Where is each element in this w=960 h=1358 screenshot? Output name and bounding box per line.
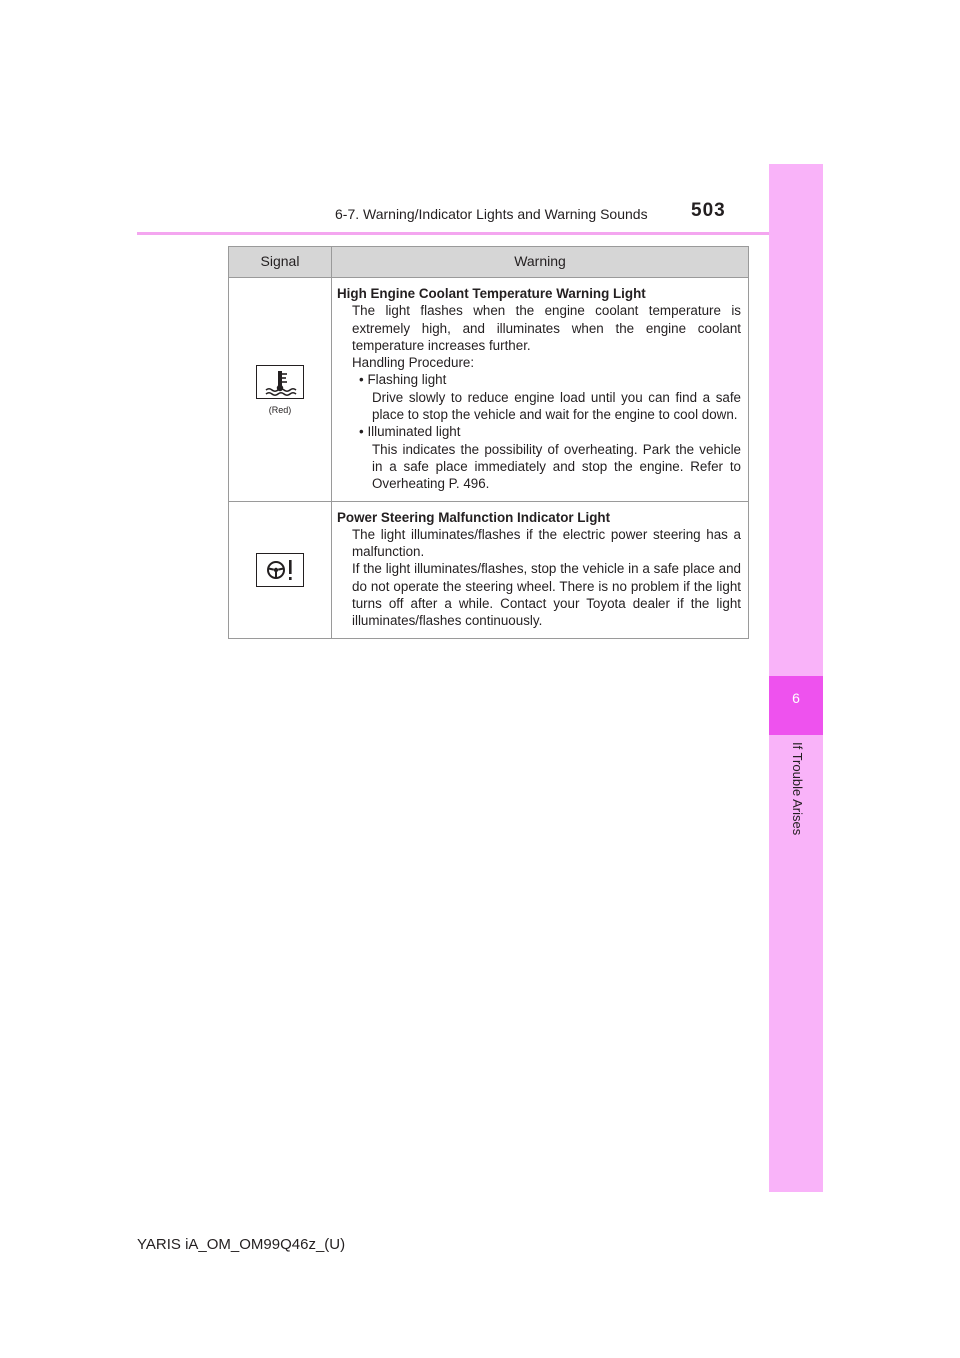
power-steering-warning-icon xyxy=(256,553,304,587)
engine-coolant-temperature-icon xyxy=(256,365,304,399)
icon-caption: (Red) xyxy=(268,405,292,416)
page-number: 503 xyxy=(691,200,726,221)
warning-title: Power Steering Malfunction Indicator Light xyxy=(337,509,611,525)
column-header-signal: Signal xyxy=(229,247,332,278)
table-row xyxy=(229,501,749,638)
document-code: YARIS iA_OM_OM99Q46z_(U) xyxy=(137,1236,346,1253)
section-title: 6-7. Warning/Indicator Lights and Warning Sounds xyxy=(335,206,648,222)
chapter-title: If Trouble Arises xyxy=(790,742,805,836)
header-rule xyxy=(137,232,823,235)
warning-intro: The light flashes when the engine coolant temperature is extremely high, and illuminates when the engine coolant temperature increases further. xyxy=(352,303,741,353)
warning-cell xyxy=(332,501,749,638)
procedure-label: Handling Procedure: xyxy=(352,355,475,371)
bullet-item xyxy=(337,423,741,492)
chapter-number: 6 xyxy=(792,690,800,706)
bullet-icon: • xyxy=(359,372,364,388)
signal-cell xyxy=(229,501,332,638)
signal-cell xyxy=(229,278,332,502)
warning-paragraph: The light illuminates/flashes if the electric power steering has a malfunction. xyxy=(352,526,741,560)
bullet-text: Drive slowly to reduce engine load until you can find a safe place to stop the vehicle and wait for the engine to cool down. xyxy=(372,389,741,423)
bullet-label: Flashing light xyxy=(367,372,447,388)
bullet-item xyxy=(337,371,741,423)
bullet-label: Illuminated light xyxy=(367,424,461,440)
column-header-warning: Warning xyxy=(332,247,749,278)
warning-paragraph: If the light illuminates/flashes, stop the vehicle in a safe place and do not operate the steering wheel. There is no problem if the light turns off after a while. Contact your Toyota dealer if the light illuminates/flashes continuously. xyxy=(352,561,741,629)
warning-title: High Engine Coolant Temperature Warning Light xyxy=(337,286,646,301)
warning-cell xyxy=(332,278,749,502)
bullet-text: This indicates the possibility of overheating. Park the vehicle in a safe place immediately and stop the engine. Refer to Overheating P. 496. xyxy=(372,441,741,492)
bullet-icon: • xyxy=(359,424,364,440)
warning-lights-table xyxy=(228,246,749,639)
table-row xyxy=(229,278,749,502)
table-header-row xyxy=(229,247,749,278)
